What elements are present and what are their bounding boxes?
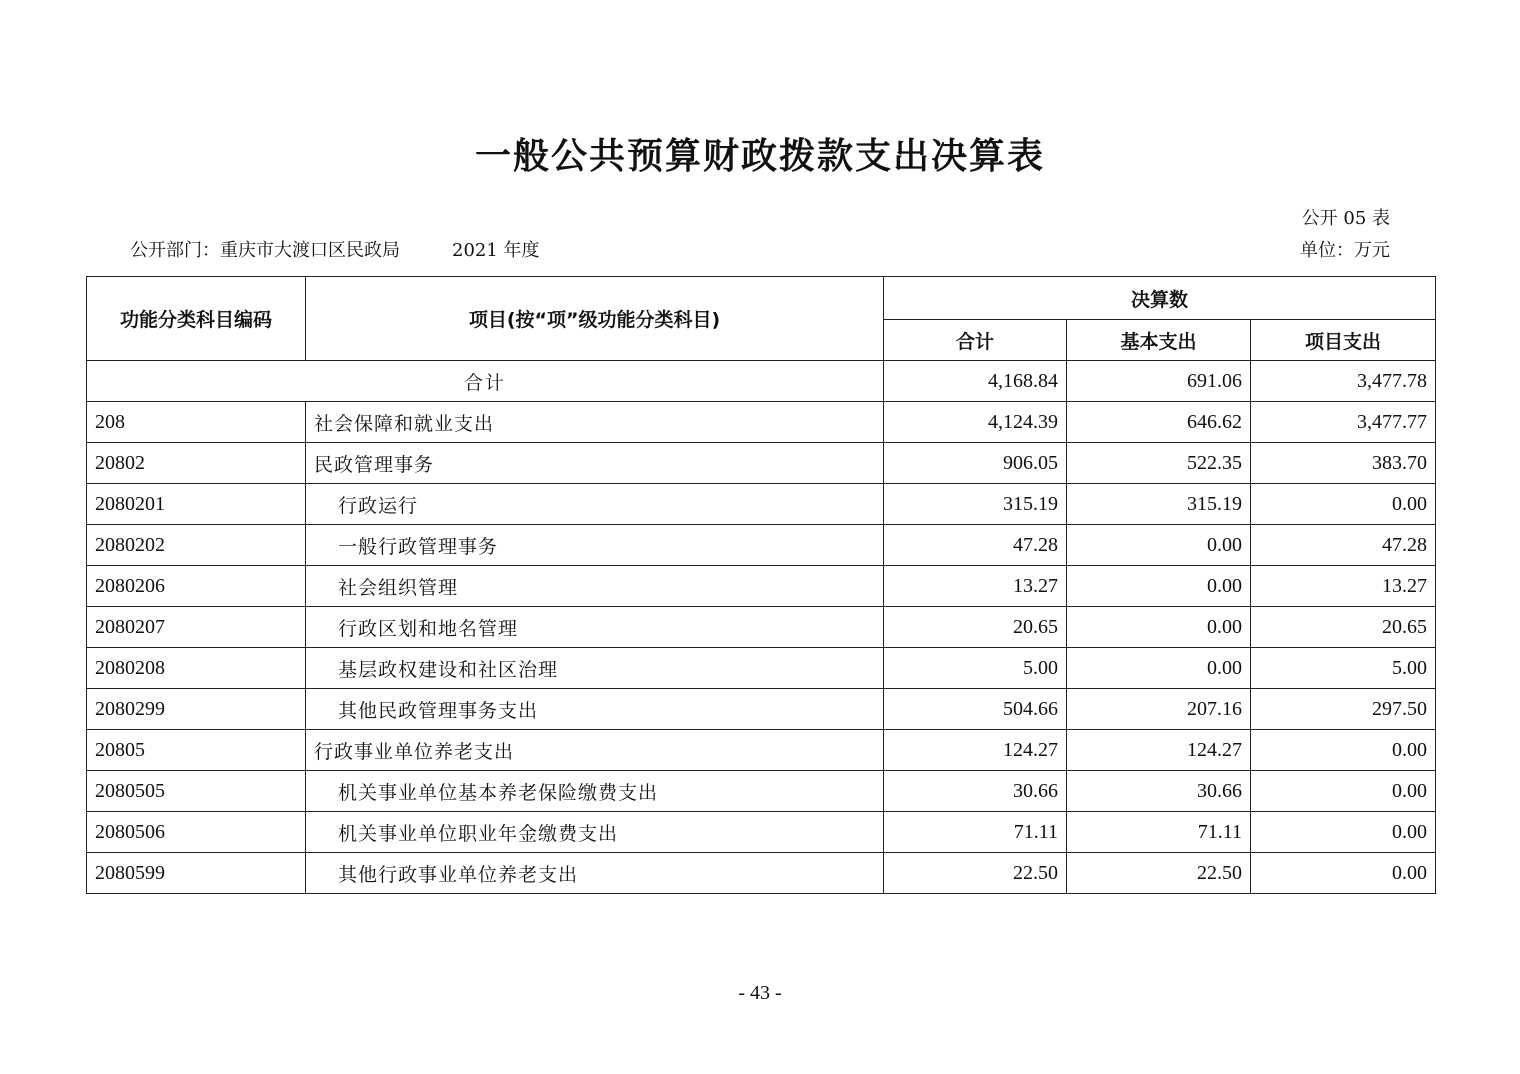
item-name-cell: 行政运行 — [306, 484, 884, 525]
project-cell: 0.00 — [1251, 484, 1436, 525]
total-cell: 124.27 — [884, 730, 1067, 771]
basic-cell: 0.00 — [1067, 607, 1251, 648]
item-name-cell: 行政事业单位养老支出 — [306, 730, 884, 771]
table-row — [87, 566, 1436, 607]
code-cell: 20802 — [87, 443, 306, 484]
code-cell: 2080599 — [87, 853, 306, 894]
code-cell: 2080208 — [87, 648, 306, 689]
basic-cell: 646.62 — [1067, 402, 1251, 443]
code-cell: 2080202 — [87, 525, 306, 566]
total-cell: 906.05 — [884, 443, 1067, 484]
page-number: - 43 - — [738, 982, 782, 1004]
total-cell: 5.00 — [884, 648, 1067, 689]
project-cell: 297.50 — [1251, 689, 1436, 730]
basic-cell: 22.50 — [1067, 853, 1251, 894]
expenditure-table — [86, 276, 1436, 894]
total-cell: 47.28 — [884, 525, 1067, 566]
project-cell: 0.00 — [1251, 853, 1436, 894]
item-name-cell: 行政区划和地名管理 — [306, 607, 884, 648]
table-row — [87, 484, 1436, 525]
total-cell: 71.11 — [884, 812, 1067, 853]
code-cell: 2080206 — [87, 566, 306, 607]
project-cell: 3,477.77 — [1251, 402, 1436, 443]
project-cell: 47.28 — [1251, 525, 1436, 566]
total-cell: 13.27 — [884, 566, 1067, 607]
item-name-cell: 其他民政管理事务支出 — [306, 689, 884, 730]
project-cell: 0.00 — [1251, 730, 1436, 771]
item-name-cell: 社会保障和就业支出 — [306, 402, 884, 443]
basic-cell: 30.66 — [1067, 771, 1251, 812]
table-row — [87, 648, 1436, 689]
header-code: 功能分类科目编码 — [87, 277, 306, 361]
table-row — [87, 443, 1436, 484]
basic-cell: 522.35 — [1067, 443, 1251, 484]
table-row — [87, 402, 1436, 443]
basic-cell: 0.00 — [1067, 525, 1251, 566]
page-title: 一般公共预算财政拨款支出决算表 — [474, 136, 1045, 177]
table-row — [87, 689, 1436, 730]
project-cell: 383.70 — [1251, 443, 1436, 484]
header-item: 项目(按“项”级功能分类科目) — [306, 277, 884, 361]
header-final-accounts: 决算数 — [884, 277, 1436, 320]
project-cell: 0.00 — [1251, 771, 1436, 812]
basic-cell: 0.00 — [1067, 566, 1251, 607]
header-total: 合计 — [884, 320, 1067, 361]
total-cell: 30.66 — [884, 771, 1067, 812]
header-project: 项目支出 — [1251, 320, 1436, 361]
basic-cell: 71.11 — [1067, 812, 1251, 853]
department-line — [130, 236, 540, 262]
code-cell: 2080201 — [87, 484, 306, 525]
basic-cell: 0.00 — [1067, 648, 1251, 689]
total-row — [87, 361, 1436, 402]
table-row — [87, 853, 1436, 894]
item-name-cell: 机关事业单位职业年金缴费支出 — [306, 812, 884, 853]
table-row — [87, 607, 1436, 648]
item-name-cell: 基层政权建设和社区治理 — [306, 648, 884, 689]
total-cell: 4,124.39 — [884, 402, 1067, 443]
form-number: 公开 05 表 — [1301, 208, 1390, 229]
table-row — [87, 771, 1436, 812]
header-basic: 基本支出 — [1067, 320, 1251, 361]
basic-cell: 315.19 — [1067, 484, 1251, 525]
table-row — [87, 525, 1436, 566]
project-cell: 13.27 — [1251, 566, 1436, 607]
project-cell: 20.65 — [1251, 607, 1436, 648]
basic-cell: 124.27 — [1067, 730, 1251, 771]
item-name-cell: 机关事业单位基本养老保险缴费支出 — [306, 771, 884, 812]
table-row — [87, 730, 1436, 771]
project-cell: 0.00 — [1251, 812, 1436, 853]
total-row-label: 合计 — [87, 361, 884, 402]
table-row — [87, 812, 1436, 853]
code-cell: 2080299 — [87, 689, 306, 730]
code-cell: 208 — [87, 402, 306, 443]
total-cell: 504.66 — [884, 689, 1067, 730]
code-cell: 20805 — [87, 730, 306, 771]
total-row-total: 4,168.84 — [884, 361, 1067, 402]
total-cell: 22.50 — [884, 853, 1067, 894]
fiscal-year: 2021 年度 — [452, 240, 540, 261]
total-row-project: 3,477.78 — [1251, 361, 1436, 402]
total-cell: 315.19 — [884, 484, 1067, 525]
item-name-cell: 一般行政管理事务 — [306, 525, 884, 566]
item-name-cell: 社会组织管理 — [306, 566, 884, 607]
code-cell: 2080207 — [87, 607, 306, 648]
project-cell: 5.00 — [1251, 648, 1436, 689]
item-name-cell: 民政管理事务 — [306, 443, 884, 484]
basic-cell: 207.16 — [1067, 689, 1251, 730]
item-name-cell: 其他行政事业单位养老支出 — [306, 853, 884, 894]
total-cell: 20.65 — [884, 607, 1067, 648]
total-row-basic: 691.06 — [1067, 361, 1251, 402]
department-label: 公开部门：重庆市大渡口区民政局 — [130, 240, 400, 261]
code-cell: 2080506 — [87, 812, 306, 853]
code-cell: 2080505 — [87, 771, 306, 812]
unit-label: 单位：万元 — [1300, 240, 1390, 261]
